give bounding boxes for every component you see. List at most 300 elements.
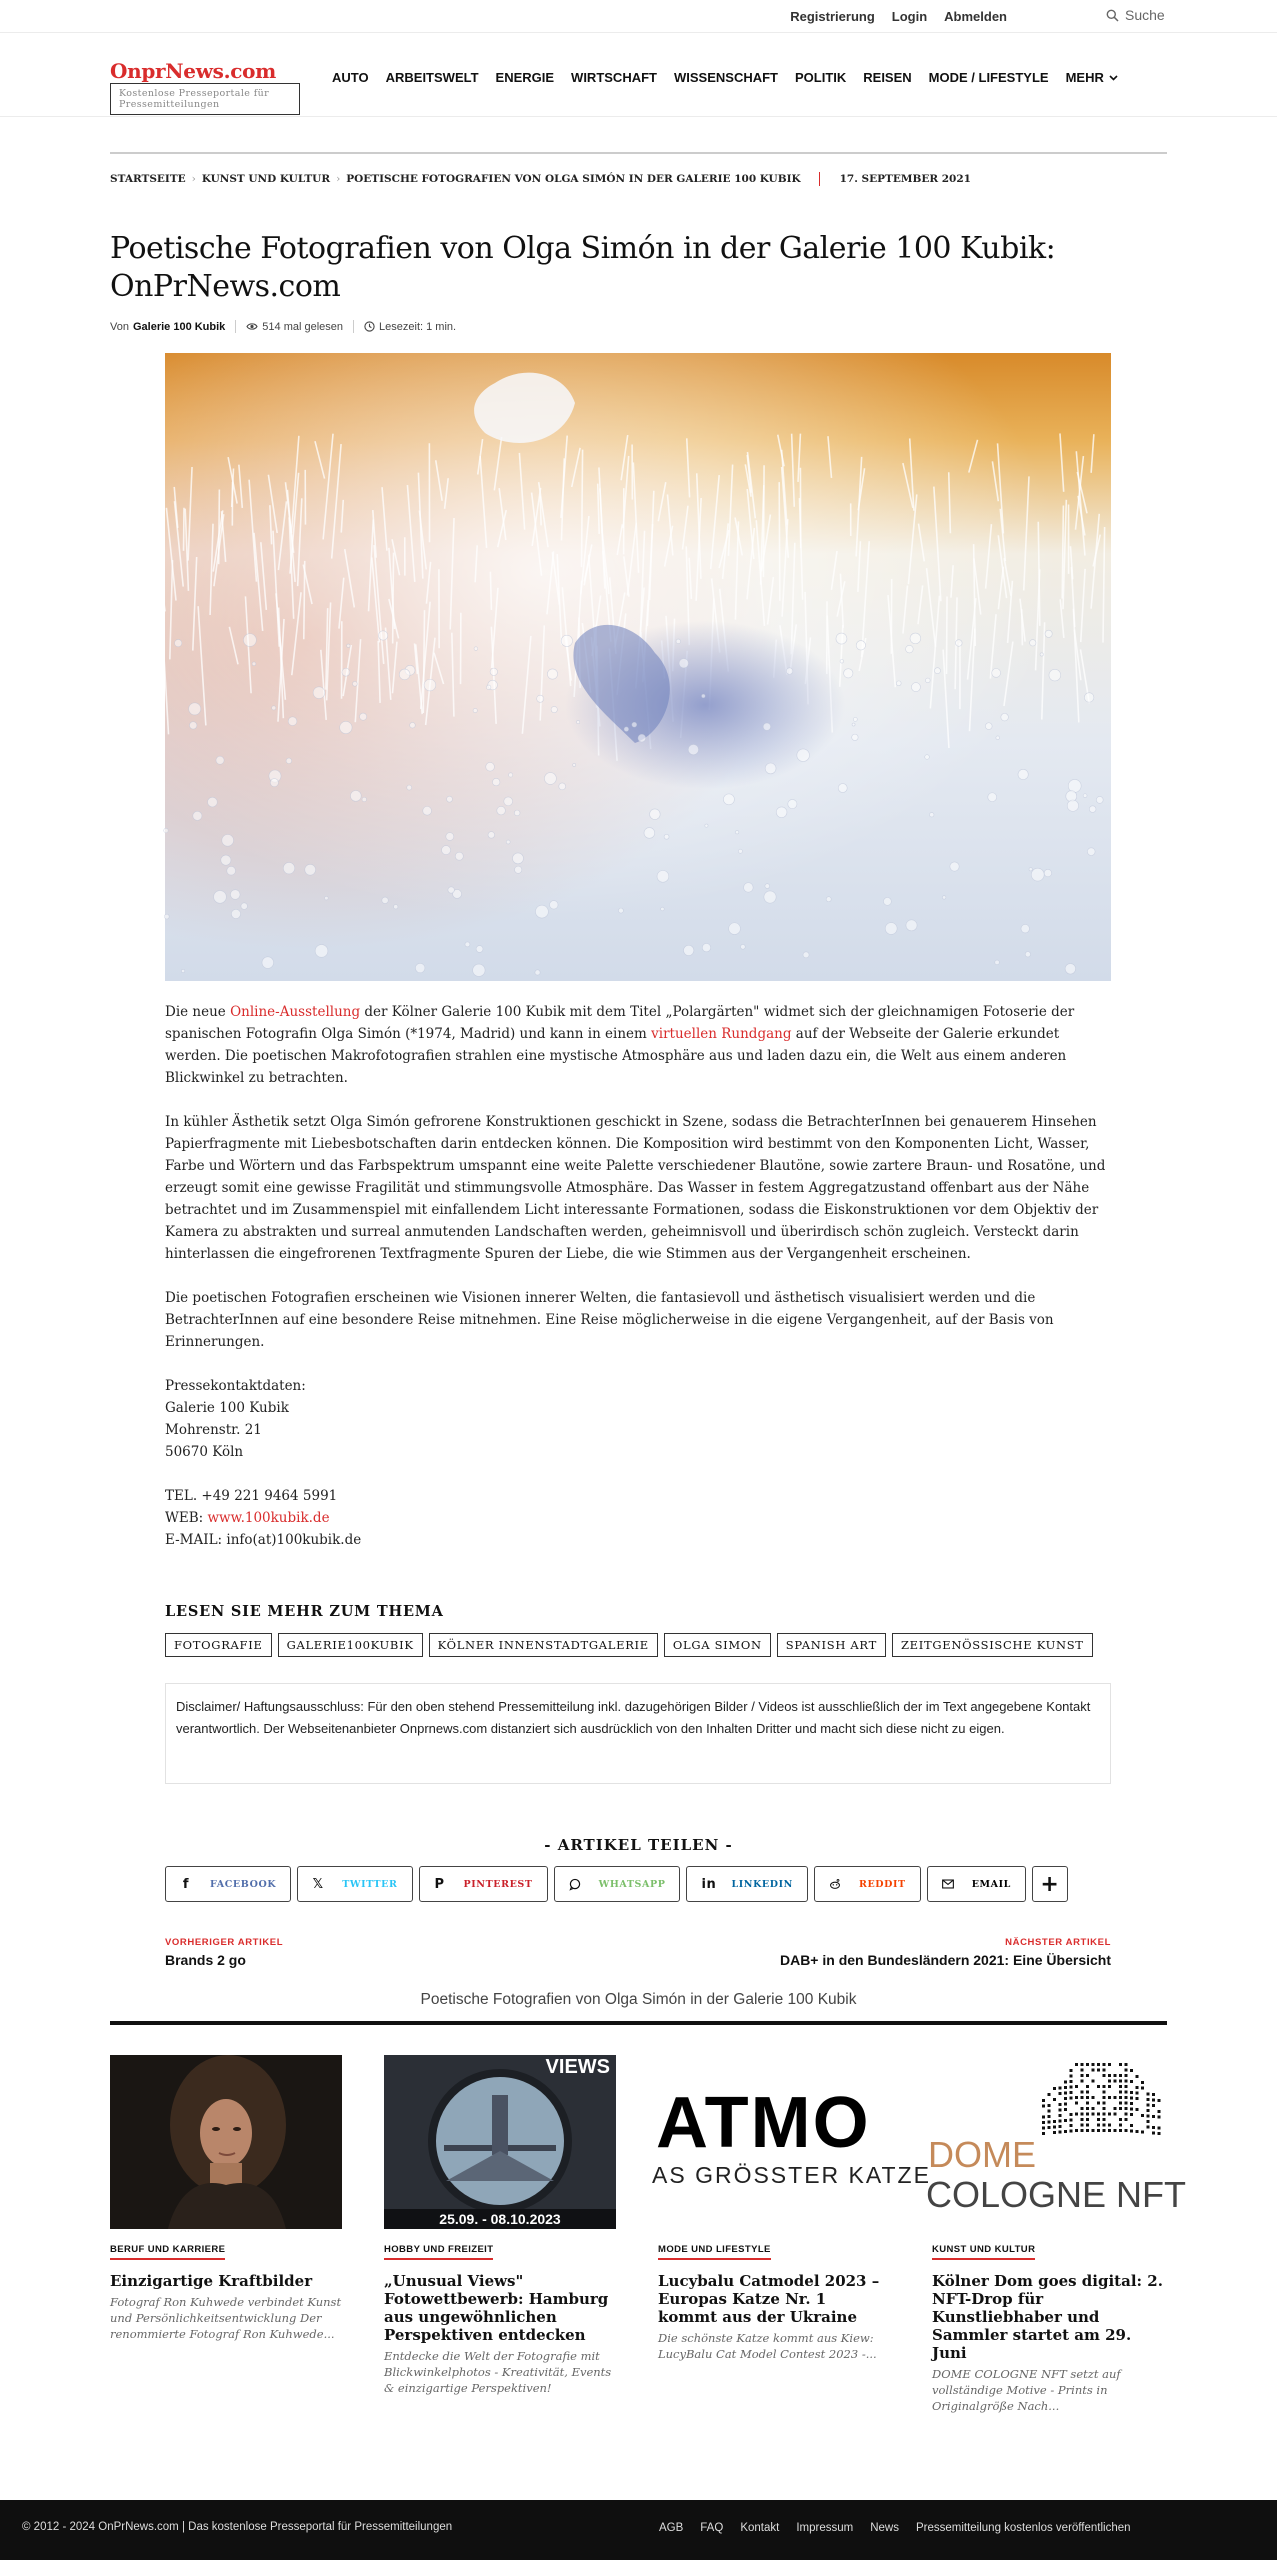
ice-bubble [853,717,857,721]
ice-bubble [382,897,388,903]
dome-pixel [1125,2074,1128,2077]
ice-bubble [702,943,710,951]
related-card [110,2055,342,2414]
ice-bubble [410,722,416,728]
ice-bubble [911,683,920,692]
contact-email: E-MAIL: info(at)100kubik.de [165,1532,362,1548]
ice-bubble [1096,796,1103,803]
related-card-excerpt: DOME COLOGNE NFT setzt auf vollständige Motive - Prints in Originalgröße Nach... [932,2367,1121,2413]
share-buttons [165,1866,1068,1902]
ice-bubble [1029,868,1032,871]
catmodel-logo-image [652,2055,931,2229]
ice-bubble [723,794,734,805]
dome-pixel [1141,2087,1144,2090]
ice-bubble [1089,806,1096,813]
dome-pixel [1130,2108,1133,2111]
dome-pixel [1053,2098,1056,2101]
meta-divider [353,320,354,333]
dome-pixel [1086,2113,1089,2116]
dome-pixel [1075,2096,1078,2099]
ice-bubble [688,744,698,754]
dome-pixel [1147,2109,1150,2112]
register-link[interactable]: Registrierung [790,9,875,24]
ice-bubble [664,834,669,839]
ice-bubble [547,669,557,679]
footer-link-news[interactable]: News [870,2522,899,2534]
tag-fotografie[interactable]: FOTOGRAFIE [165,1633,272,1657]
dome-pixel [1042,2121,1045,2124]
ice-bubble [1065,964,1075,974]
dome-pixel [1158,2110,1161,2113]
related-card-image-title: VIEWS [545,2056,610,2078]
search-icon [1106,9,1119,22]
ice-bubble [513,853,524,864]
logo-tagline: Kostenlose Presseportale für Pressemitteilungen [110,83,300,115]
dome-pixel [1108,2129,1111,2132]
ice-bubble [577,720,580,723]
dome-pixel [1125,2080,1128,2083]
tag-list [165,1633,1093,1657]
dome-pixel [1147,2120,1150,2123]
dome-pixel [1136,2108,1139,2111]
ice-bubble [509,773,513,777]
dome-pixel [1042,2132,1045,2135]
tag-galerie100kubik[interactable]: GALERIE100KUBIK [278,1633,423,1657]
related-card-image[interactable] [384,2055,616,2229]
ice-bubble [788,799,797,808]
author-prefix: Von [110,320,129,333]
dome-pixel [1059,2087,1062,2090]
share-label: LINKEDIN [731,1878,793,1890]
ice-bubble [624,727,628,731]
dome-pixel [1086,2074,1089,2077]
dome-pixel [1108,2113,1111,2116]
share-linkedin-button[interactable] [686,1866,807,1902]
related-card [652,2055,931,2414]
next-article-title: DAB+ in den Bundesländern 2021: Eine Übersicht [779,1952,1111,1968]
dome-pixel [1119,2096,1122,2099]
dome-pixel [1119,2102,1122,2105]
dome-pixel [1081,2069,1084,2072]
press-contact [165,1375,1111,1463]
page-title: Poetische Fotografien von Olga Simón in der Galerie 100 Kubik: OnPrNews.com [110,231,1056,304]
dome-pixel [1158,2127,1161,2130]
ice-bubble [883,897,891,905]
ice-bubble [838,784,847,793]
ice-bubble [262,957,274,969]
ice-bubble [1001,713,1009,721]
virtual-tour-link[interactable]: virtuellen Rundgang [651,1026,792,1042]
ice-needle [946,596,947,673]
nav-item-politik[interactable]: POLITIK [794,70,847,85]
related-card-excerpt: Die schönste Katze kommt aus Kiew: LucyBalu Cat Model Contest 2023 -... [658,2331,877,2361]
breadcrumb-current[interactable]: POETISCHE FOTOGRAFIEN VON OLGA SIMÓN IN DER GALERIE 100 KUBIK [346,173,801,185]
nav-item-reisen[interactable]: REISEN [863,70,912,85]
site-header [0,33,1277,117]
share-facebook-button[interactable] [165,1866,291,1902]
ice-bubble [996,736,1000,740]
related-card-category[interactable]: MODE UND LIFESTYLE [658,2244,771,2260]
ice-bubble [1021,924,1029,932]
login-link[interactable]: Login [891,9,928,24]
bridge-photo [384,2055,616,2229]
ice-bubble [474,647,478,651]
dome-pixel [1130,2069,1133,2072]
dome-pixel [1059,2131,1062,2134]
related-card-excerpt: Fotograf Ron Kuhwede verbindet Kunst und Persönlichkeitsentwicklung Der renommierte Fotograf Ron Kuhwede... [110,2295,342,2341]
logout-link[interactable]: Abmelden [944,9,1007,24]
ice-bubble [844,669,853,678]
dome-pixel [1108,2124,1111,2127]
dome-pixel [1064,2108,1067,2111]
dome-pixel [1103,2074,1106,2077]
dome-pixel [1092,2113,1095,2116]
dome-pixel [1147,2115,1150,2118]
dome-pixel [1070,2069,1073,2072]
share-more-button[interactable]: + [1032,1866,1068,1902]
ice-bubble [415,963,425,973]
dome-pixel [1059,2120,1062,2123]
ice-bubble [797,749,810,762]
related-card-title[interactable]: Einzigartige Kraftbilder [110,2272,313,2290]
nav-item-energie[interactable]: ENERGIE [495,70,555,85]
whatsapp-icon [569,1878,581,1891]
ice-bubble [910,633,921,644]
ice-bubble [455,852,463,860]
ice-bubble [231,909,240,918]
reading-time [364,321,456,333]
related-card-title[interactable]: Lucybalu Catmodel 2023 – Europas Katze Nr. 1 kommt aus der Ukraine [658,2272,880,2326]
x-icon: 𝕏 [312,1876,324,1892]
main-nav [332,70,1118,85]
share-heading: - ARTIKEL TEILEN - [544,1836,733,1854]
dome-cologne-nft-image [926,2055,1187,2229]
ice-bubble [561,635,572,646]
ice-bubble [650,809,661,820]
related-card-title[interactable]: „Unusual Views" Fotowettbewerb: Hamburg aus ungewöhnlichen Perspektiven entdecken [384,2272,609,2344]
ice-bubble [347,644,350,647]
ice-bubble [836,633,847,644]
views-count [246,321,343,333]
previous-article-title: Brands 2 go [165,1952,246,1968]
ice-bubble [514,810,520,816]
ice-bubble [985,723,992,730]
share-label: TWITTER [342,1878,398,1890]
related-card-category[interactable]: HOBBY UND FREIZEIT [384,2244,493,2260]
dome-pixel [1097,2085,1100,2088]
ice-bubble [741,944,746,949]
ice-bubble [488,832,495,839]
related-card-image[interactable] [652,2055,931,2229]
ice-bubble [1049,669,1061,681]
dome-pixel [1114,2080,1117,2083]
dome-pixel [1125,2102,1128,2105]
ice-bubble [661,907,665,911]
dome-pixel [1075,2063,1078,2066]
ice-photo [165,353,1111,981]
ice-bubble [1068,779,1081,792]
ice-bubble [189,703,201,715]
ice-bubble [424,679,436,691]
tag-koelner-innenstadtgalerie[interactable]: KÖLNER INNENSTADTGALERIE [429,1633,658,1657]
article-paragraph: In kühler Ästhetik setzt Olga Simón gefrorene Konstruktionen geschickt in Szene, sodass die BetrachterInnen bei genauerem Hinsehen Papierfragmente mit Liebesbotschaften darin entdecken können. Die Komposition wird bestimmt von den Komponenten Licht, Wasser, Farbe und Wörtern und das Farbspektrum umspannt eine weite Palette verschiedener Blautöne, sowie zartere Braun- und Rosatöne, und erzeugt somit eine gewisse Fragilität und stimmungsvolle Atmosphäre. Das Wasser in festem Aggregatzustand offenbart aus der Nähe betrachtet und im Zusammenspiel mit einfallendem Licht interessante Formationen, sodass die Eiskonstruktionen vor dem Objektiv der Kamera zu abstrakten und surreal anmutenden Landschaften werden, geheimnisvoll und überirdisch schön zugleich. Versteckt darin hinterlassen die eingefrorenen Textfragmente Spuren der Liebe, die wie Stimmen aus der Vergangenheit erscheinen. [165,1114,1106,1262]
meta-divider [235,320,236,333]
nav-item-wissenschaft[interactable]: WISSENSCHAFT [673,70,778,85]
ice-bubble [1030,640,1036,646]
ice-bubble [573,763,576,766]
dome-pixel [1053,2126,1056,2129]
ice-bubble [325,896,329,900]
ice-bubble [644,828,655,839]
website-link[interactable]: www.100kubik.de [207,1510,330,1526]
ice-bubble [925,755,930,760]
ice-bubble [193,811,202,820]
footer-link-agb[interactable]: AGB [659,2522,684,2534]
ice-bubble [230,890,240,900]
ice-bubble [243,634,256,647]
ice-bubble [1025,952,1030,957]
footer-link-kontakt[interactable]: Kontakt [740,2522,780,2534]
ice-bubble [305,864,316,875]
dome-pixel [1097,2069,1100,2072]
ice-bubble [826,897,831,902]
dome-pixel [1075,2113,1078,2116]
next-article-link[interactable] [780,1937,1111,1968]
ice-bubble [618,908,623,913]
ice-bubble [497,806,506,815]
ice-bubble [738,849,742,853]
dome-pixel [1048,2115,1051,2118]
dome-pixel [1130,2097,1133,2100]
ice-bubble [765,884,770,889]
ice-bubble [216,756,224,764]
nav-more-label: MEHR [1065,70,1104,85]
ice-bubble [407,785,412,790]
search-button[interactable] [1106,7,1165,23]
ice-bubble [227,866,236,875]
dome-pixel [1059,2125,1062,2128]
dome-pixel [1048,2126,1051,2129]
site-footer [0,2500,1277,2560]
linkedin-icon: in [701,1876,717,1892]
article-featured-image [165,353,1111,981]
related-card-image[interactable] [926,2055,1187,2229]
dome-pixel [1042,2105,1045,2108]
previous-article-link[interactable] [165,1937,283,1968]
breadcrumb-home[interactable]: STARTSEITE [110,173,186,185]
online-exhibition-link[interactable]: Online-Ausstellung [230,1004,361,1020]
disclaimer-box: Disclaimer/ Haftungsausschluss: Für den oben stehend Pressemitteilung inkl. dazugehörigen Bilder / Videos ist ausschließlich der im Text angegebene Kontakt verantwortlich. Der Webseitenanbieter Onprnews.com distanziert sich ausdrücklich von den Inhalten Dritter und macht sich diese nicht zu eigen. [165,1683,1111,1784]
ice-bubble [744,883,754,893]
dome-pixel [1119,2129,1122,2132]
dome-pixel [1103,2129,1106,2132]
tag-zeitgenoessische-kunst[interactable]: ZEITGENÖSSISCHE KUNST [892,1633,1093,1657]
dome-pixel [1064,2097,1067,2100]
ice-bubble [1084,693,1093,702]
dome-pixel [1103,2113,1106,2116]
ice-bubble [702,694,706,698]
ice-bubble [657,871,669,883]
ice-bubble [995,960,1000,965]
ice-needle [763,465,764,577]
dome-pixel [1092,2063,1095,2066]
breadcrumb-separator: › [336,173,341,185]
ice-bubble [447,796,453,802]
dome-pixel [1092,2107,1095,2110]
nav-item-arbeitswelt[interactable]: ARBEITSWELT [385,70,479,85]
dome-pixel [1119,2085,1122,2088]
ice-bubble [181,969,184,972]
dome-pixel [1130,2091,1133,2094]
dome-pixel [1114,2096,1117,2099]
dome-pixel [1114,2074,1117,2077]
ice-bubble [765,763,776,774]
related-card-category[interactable]: BERUF UND KARRIERE [110,2244,225,2260]
dome-pixel [1136,2130,1139,2133]
nav-item-wirtschaft[interactable]: WIRTSCHAFT [571,70,657,85]
dome-pixel [1125,2129,1128,2132]
reddit-icon [829,1878,841,1890]
dome-pixel [1086,2107,1089,2110]
dome-pixel [1136,2075,1139,2078]
dome-pixel [1136,2092,1139,2095]
dome-pixel [1130,2102,1133,2105]
dome-pixel [1114,2129,1117,2132]
author-link[interactable] [129,321,225,333]
ice-bubble [992,669,1001,678]
divider [110,152,1167,154]
ice-bubble [504,797,513,806]
footer-link-faq[interactable]: FAQ [700,2522,724,2534]
tag-spanish-art[interactable]: SPANISH ART [777,1633,886,1657]
dome-pixel [1086,2096,1089,2099]
ice-bubble [164,914,169,919]
dome-pixel [1125,2118,1128,2121]
ice-bubble [786,668,792,674]
dome-pixel [1147,2104,1150,2107]
dome-pixel [1152,2115,1155,2118]
dome-pixel [1053,2120,1056,2123]
dome-pixel [1092,2069,1095,2072]
dome-pixel [1152,2126,1155,2129]
dome-pixel [1075,2129,1078,2132]
ice-bubble [394,905,398,909]
ice-bubble [313,687,325,699]
ice-bubble [885,923,897,935]
related-card-image[interactable] [110,2055,342,2229]
footer-link-impressum[interactable]: Impressum [796,2522,854,2534]
related-card-category[interactable]: KUNST UND KULTUR [932,2244,1035,2260]
breadcrumb-category[interactable]: KUNST UND KULTUR [201,173,331,185]
dome-pixel [1130,2113,1133,2116]
dome-pixel [1147,2098,1150,2101]
related-heading: Poetische Fotografien von Olga Simón in der Galerie 100 Kubik [420,1991,857,2008]
dome-pixel [1081,2080,1084,2083]
ice-needle [779,482,780,601]
dome-pixel [1103,2096,1106,2099]
site-logo[interactable] [110,59,300,115]
ice-bubble [214,891,227,904]
ice-bubble [448,887,454,893]
article-paragraph [165,1001,1111,1089]
related-articles [110,2055,1187,2414]
ice-bubble [776,807,787,818]
ice-bubble [544,773,556,785]
ice-bubble [679,659,688,668]
dome-pixel [1092,2080,1095,2083]
tag-olga-simon[interactable]: OLGA SIMON [664,1633,771,1657]
dome-pixel [1141,2114,1144,2117]
dome-pixel [1158,2116,1161,2119]
ice-bubble [473,964,485,976]
dome-pixel [1081,2091,1084,2094]
dome-pixel [1042,2127,1045,2130]
dome-pixel [1119,2107,1122,2110]
share-whatsapp-button[interactable] [554,1866,681,1902]
nav-item-mode-lifestyle[interactable]: MODE / LIFESTYLE [928,70,1049,85]
share-email-button[interactable] [927,1866,1026,1902]
ice-bubble [840,659,844,663]
share-pinterest-button[interactable] [419,1866,548,1902]
related-card-title[interactable]: Kölner Dom goes digital: 2. NFT-Drop für Kunstliebhaber und Sammler startet am 29. Juni [932,2272,1163,2362]
ice-bubble [1044,869,1051,876]
ice-bubble [632,722,637,727]
ice-bubble [1087,848,1095,856]
ice-bubble [950,862,959,871]
ice-bubble [896,681,901,686]
share-twitter-button[interactable] [297,1866,412,1902]
dome-pixel [1125,2063,1128,2066]
dome-pixel [1152,2132,1155,2135]
ice-bubble [399,669,410,680]
ice-bubble [676,639,681,644]
ice-bubble [465,942,470,947]
ice-bubble [283,862,294,873]
ice-bubble [929,813,933,817]
dome-pixel [1147,2126,1150,2129]
ice-bubble [735,831,738,834]
dome-pixel [1119,2080,1122,2083]
dome-pixel [1119,2074,1122,2077]
contact-tel: TEL. +49 221 9464 5991 [165,1488,338,1504]
previous-article-label: VORHERIGER ARTIKEL [165,1937,284,1948]
dome-pixel [1064,2103,1067,2106]
dome-pixel [1064,2081,1067,2084]
top-bar [0,0,1277,33]
dome-pixel [1125,2107,1128,2110]
ice-bubble [551,706,557,712]
ice-needle [155,540,165,611]
article-body [165,1001,1111,1573]
nav-item-more[interactable] [1066,70,1118,85]
logo-name: OnprNews.com [110,59,277,83]
related-card-image-title: DOME [928,2134,1036,2175]
ice-bubble [272,706,276,710]
dome-pixel [1059,2103,1062,2106]
dome-pixel [1086,2063,1089,2066]
footer-link-publish[interactable]: Pressemitteilung kostenlos veröffentlichen [915,2522,1131,2534]
dome-pixel [1059,2092,1062,2095]
nav-item-auto[interactable]: AUTO [332,70,369,85]
dome-pixel [1081,2074,1084,2077]
author-name: Galerie 100 Kubik [132,320,226,333]
dome-pixel [1070,2097,1073,2100]
facebook-icon: f [182,1876,190,1892]
share-reddit-button[interactable] [814,1866,921,1902]
dome-pixel [1048,2093,1051,2096]
dome-pixel [1081,2124,1084,2127]
dome-pixel [1070,2080,1073,2083]
